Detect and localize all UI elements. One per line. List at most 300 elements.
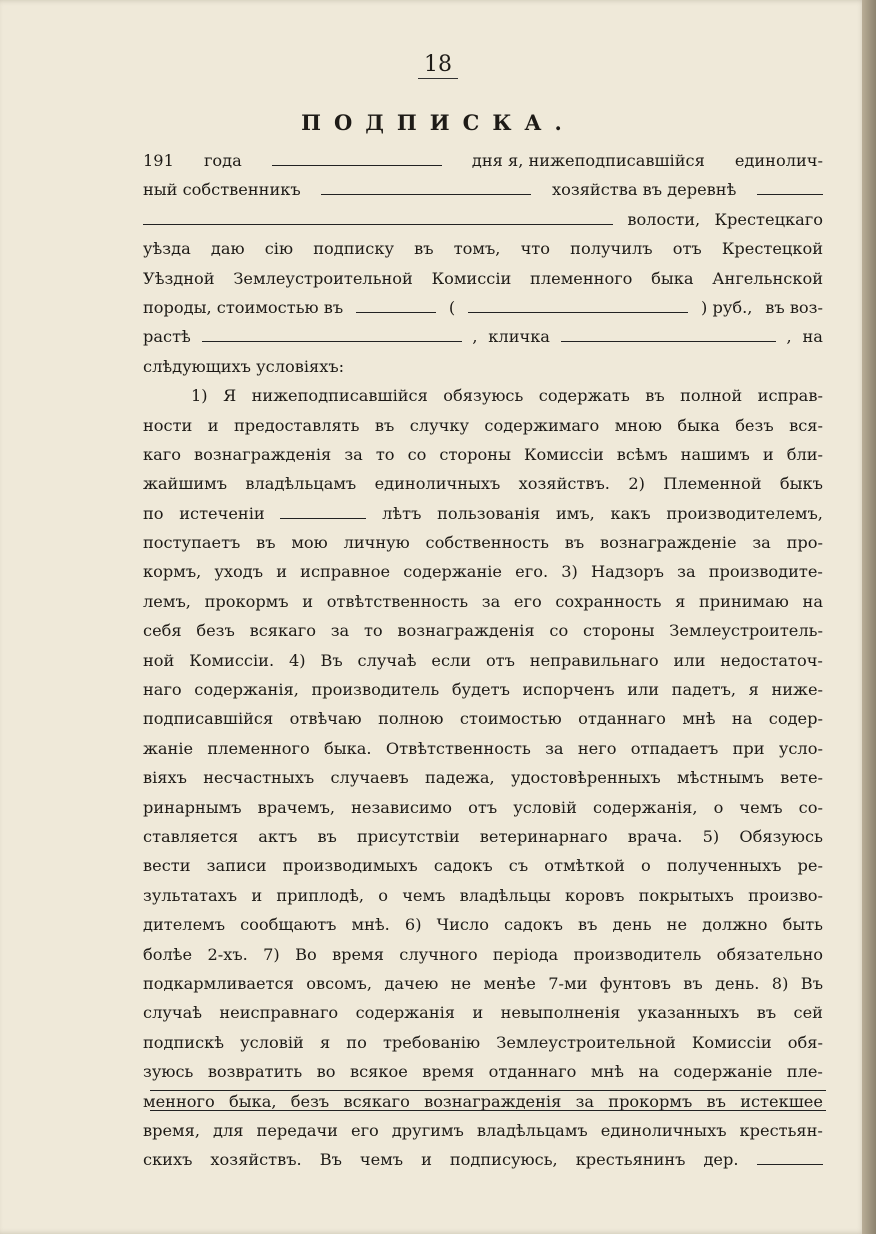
word: производимыхъ xyxy=(282,856,418,876)
word: за xyxy=(545,738,564,758)
word: содержанія xyxy=(355,1003,456,1023)
word: 1) xyxy=(191,386,208,406)
text-line xyxy=(143,616,823,645)
word: Въ xyxy=(319,1150,342,1170)
word: и xyxy=(276,562,288,582)
word: несчастныхъ xyxy=(203,768,315,788)
word: со xyxy=(549,621,569,641)
word: каго xyxy=(143,444,181,464)
word: если xyxy=(431,650,472,670)
word: о xyxy=(641,856,651,876)
form-line-5 xyxy=(143,264,823,293)
word: Число xyxy=(436,915,489,935)
word: быкъ xyxy=(779,474,823,494)
word: день xyxy=(612,915,652,935)
word: производитель xyxy=(311,680,440,700)
text-line xyxy=(143,734,823,763)
word: обязуюсь xyxy=(443,386,524,406)
word: скихъ xyxy=(143,1150,193,1170)
word: и xyxy=(762,444,774,464)
word: независимо xyxy=(351,797,453,817)
word: безъ xyxy=(735,415,774,435)
word: уходъ xyxy=(214,562,264,582)
word: всякое xyxy=(349,1062,408,1082)
word: дачею xyxy=(384,973,439,993)
form-text: породы, стоимостью въ xyxy=(143,297,344,317)
word: владѣльцы xyxy=(459,885,551,905)
word: про- xyxy=(786,533,823,553)
word: ниже- xyxy=(771,680,823,700)
word: Крестецкой xyxy=(721,239,823,259)
word: вознагражденія xyxy=(397,621,535,641)
word: истекшее xyxy=(740,1091,823,1111)
word: жаніе xyxy=(143,738,194,758)
text-line xyxy=(143,440,823,469)
text-line xyxy=(143,910,823,939)
word: производите- xyxy=(708,562,823,582)
word: въ xyxy=(374,415,395,435)
form-text: на xyxy=(802,327,823,347)
word: произво- xyxy=(748,885,823,905)
word: что xyxy=(520,239,551,259)
word: Во xyxy=(295,944,317,964)
word: наго xyxy=(143,680,182,700)
word: падетъ, xyxy=(671,680,737,700)
word: имъ, xyxy=(555,503,595,523)
form-line-7 xyxy=(143,322,823,351)
form-text: волости, xyxy=(627,209,701,229)
form-text: хозяйства въ деревнѣ xyxy=(551,180,737,200)
word: собственность xyxy=(425,533,549,553)
word: будетъ xyxy=(451,680,510,700)
word: Комиссіи xyxy=(691,1032,772,1052)
word: усло- xyxy=(778,738,823,758)
word: за xyxy=(481,591,501,611)
village-signature-blank[interactable] xyxy=(757,1148,823,1165)
signature-line[interactable] xyxy=(150,1110,826,1111)
word: стороны xyxy=(439,444,511,464)
word: записи xyxy=(206,856,267,876)
word: случного xyxy=(399,944,478,964)
word: подписку xyxy=(313,239,395,259)
word: племенного xyxy=(530,268,633,288)
word: отвѣчаю xyxy=(289,709,362,729)
form-text: дня я, нижеподписавшійся xyxy=(471,151,705,170)
word: отмѣткой xyxy=(544,856,625,876)
word: безъ xyxy=(290,1091,330,1111)
word: содержанія, xyxy=(592,797,698,817)
word: не xyxy=(450,973,472,993)
word: безъ xyxy=(196,621,235,641)
word: быть xyxy=(782,915,823,935)
word: Отвѣтственность xyxy=(385,738,531,758)
word: періода xyxy=(492,944,559,964)
word: и xyxy=(302,591,314,611)
text-line xyxy=(143,411,823,440)
word: вся- xyxy=(789,415,823,435)
owner-name-blank[interactable] xyxy=(321,178,531,195)
word: время, xyxy=(143,1120,201,1140)
price-blank[interactable] xyxy=(356,296,436,313)
word: присутствіи xyxy=(357,826,460,846)
word: день. xyxy=(715,973,760,993)
age-blank[interactable] xyxy=(202,325,462,342)
word: со xyxy=(407,444,427,464)
word: садокъ xyxy=(504,915,563,935)
form-line-8 xyxy=(143,352,823,381)
form-text: ) руб., xyxy=(701,297,753,317)
word: коровъ xyxy=(565,885,625,905)
form-text: единолич- xyxy=(734,151,823,170)
date-blank[interactable] xyxy=(272,149,442,166)
word: время xyxy=(332,944,384,964)
word: всякаго xyxy=(249,621,316,641)
word: племенного xyxy=(207,738,310,758)
word: или xyxy=(673,650,706,670)
form-line-4 xyxy=(143,234,823,263)
word: личную xyxy=(343,533,410,553)
word: вете- xyxy=(780,768,823,788)
text-line xyxy=(143,998,823,1027)
word: чемъ xyxy=(739,797,783,817)
word: и xyxy=(207,415,219,435)
text-line xyxy=(143,587,823,616)
word: сохранность xyxy=(555,591,662,611)
word: въ xyxy=(683,973,703,993)
form-text: , xyxy=(786,327,792,347)
word: полною xyxy=(378,709,444,729)
word: фунтовъ xyxy=(599,973,671,993)
form-text: растѣ xyxy=(143,327,191,347)
text-line xyxy=(143,675,823,704)
word: кормъ, xyxy=(143,562,202,582)
word: за xyxy=(575,1091,595,1111)
word: случаѣ xyxy=(357,650,417,670)
word: требованію xyxy=(382,1032,481,1052)
word: мнѣ. xyxy=(351,915,390,935)
form-line-1 xyxy=(143,146,823,175)
text-line xyxy=(143,499,823,528)
word: мнѣ xyxy=(590,1062,625,1082)
word: зультатахъ xyxy=(143,885,238,905)
word: какъ xyxy=(610,503,651,523)
word: за xyxy=(344,444,363,464)
word: зуюсь xyxy=(143,1062,194,1082)
word: вознагражденія xyxy=(424,1091,562,1111)
document-body xyxy=(143,146,823,1175)
word: мою xyxy=(291,533,328,553)
word: Землеустроитель- xyxy=(669,621,823,641)
word: отъ xyxy=(468,797,498,817)
word: принимаю xyxy=(699,591,789,611)
word: въ xyxy=(564,533,585,553)
word: получилъ xyxy=(570,239,653,259)
word: Ангельнской xyxy=(712,268,823,288)
word: другимъ xyxy=(391,1120,464,1140)
word: ринарнымъ xyxy=(143,797,242,817)
word: подписавшійся xyxy=(143,709,274,729)
word: то xyxy=(375,444,395,464)
form-text: , xyxy=(472,327,478,347)
word: дер. xyxy=(703,1150,739,1170)
word: даю xyxy=(210,239,245,259)
word: прокормъ xyxy=(608,1091,693,1111)
bull-name-blank[interactable] xyxy=(561,325,776,342)
text-line xyxy=(143,557,823,586)
word: актъ xyxy=(258,826,298,846)
form-text: кличка xyxy=(488,327,550,347)
word: ставляется xyxy=(143,826,239,846)
word: Я xyxy=(223,386,237,406)
word: чемъ xyxy=(359,1150,404,1170)
text-line xyxy=(143,851,823,880)
word: ре- xyxy=(797,856,823,876)
word: отъ xyxy=(672,239,702,259)
word: съ xyxy=(508,856,529,876)
word: хозяйствъ. xyxy=(518,474,610,494)
word: пользованія xyxy=(437,503,541,523)
word: и xyxy=(472,1003,484,1023)
word: за xyxy=(330,621,350,641)
volost-blank[interactable] xyxy=(143,208,613,225)
text-line xyxy=(143,1028,823,1057)
word: исправное xyxy=(300,562,391,582)
word: его xyxy=(351,1120,379,1140)
word: 8) xyxy=(771,973,789,993)
word: въ xyxy=(706,1091,726,1111)
word: содержаніе xyxy=(673,1062,773,1082)
word: болѣе xyxy=(143,944,193,964)
word: 2-хъ. xyxy=(207,944,248,964)
word: отъ xyxy=(485,650,515,670)
word: со- xyxy=(798,797,823,817)
word: прокормъ xyxy=(204,591,289,611)
text-line xyxy=(143,940,823,969)
word: быка xyxy=(677,415,720,435)
word: случаевъ xyxy=(330,768,409,788)
word: обя- xyxy=(787,1032,823,1052)
word: сію xyxy=(264,239,294,259)
word: испорченъ xyxy=(522,680,615,700)
form-text: ный собственникъ xyxy=(143,180,301,200)
word: то xyxy=(363,621,383,641)
word: него xyxy=(577,738,617,758)
word: обязательно xyxy=(716,944,823,964)
document-title: ПОДПИСКА. xyxy=(301,110,575,135)
word: Въ xyxy=(800,973,823,993)
word: владѣльцамъ xyxy=(245,474,357,494)
word: сей xyxy=(793,1003,823,1023)
word: мѣстнымъ xyxy=(677,768,764,788)
word: недостаточ- xyxy=(720,650,823,670)
word: въ xyxy=(414,239,434,259)
word: въ xyxy=(756,1003,777,1023)
word: 4) xyxy=(288,650,306,670)
word: 5) xyxy=(702,826,720,846)
word: о xyxy=(713,797,724,817)
page-number: 18 xyxy=(0,52,876,79)
signature-line[interactable] xyxy=(150,1090,826,1091)
word: 2) xyxy=(628,474,645,494)
word: неправильнаго xyxy=(529,650,659,670)
word: ной xyxy=(143,650,175,670)
word: менного xyxy=(143,1091,215,1111)
word: отвѣтственность xyxy=(326,591,469,611)
word: полученныхъ xyxy=(666,856,782,876)
word: подкармливается xyxy=(143,973,294,993)
word: условій xyxy=(513,797,577,817)
form-line-3 xyxy=(143,205,823,234)
word: Комиссіи xyxy=(524,444,604,464)
word: врачемъ, xyxy=(257,797,336,817)
word: лемъ, xyxy=(143,591,191,611)
word: всякаго xyxy=(343,1091,410,1111)
word: содержанія, xyxy=(194,680,299,700)
word: въ xyxy=(577,915,598,935)
word: Землеустроительной xyxy=(496,1032,676,1052)
word: падежа, xyxy=(425,768,495,788)
word: и xyxy=(421,1150,432,1170)
word: стороны xyxy=(582,621,655,641)
word: передачи xyxy=(256,1120,338,1140)
word: предоставлять xyxy=(234,415,360,435)
word: Обязуюсь xyxy=(739,826,823,846)
text-line xyxy=(143,381,823,410)
word: производитель xyxy=(573,944,702,964)
word: о xyxy=(378,885,388,905)
word: приплодѣ, xyxy=(276,885,364,905)
word: содер- xyxy=(768,709,823,729)
word: садокъ xyxy=(433,856,493,876)
word: или xyxy=(627,680,660,700)
word: по xyxy=(346,1032,367,1052)
village-blank[interactable] xyxy=(757,178,823,195)
word: дителемъ xyxy=(143,915,226,935)
word: невыполненія xyxy=(500,1003,621,1023)
text-line xyxy=(143,469,823,498)
word: ности xyxy=(143,415,193,435)
word: исправ- xyxy=(757,386,823,406)
word: стоимостью xyxy=(459,709,562,729)
word: отданнаго xyxy=(488,1062,577,1082)
word: быка, xyxy=(228,1091,277,1111)
word: я xyxy=(748,680,759,700)
form-text: въ воз- xyxy=(765,297,823,317)
text-line xyxy=(143,763,823,792)
word: на xyxy=(638,1062,659,1082)
word: содержимаго xyxy=(484,415,600,435)
word: возвратить xyxy=(207,1062,303,1082)
word: подписуюсь, xyxy=(449,1150,558,1170)
form-text: ( xyxy=(448,297,456,317)
word: крестьян- xyxy=(739,1120,823,1140)
word: въ xyxy=(317,826,337,846)
word: удостовѣренныхъ xyxy=(511,768,661,788)
price-words-blank[interactable] xyxy=(468,296,688,313)
word: содержать xyxy=(538,386,630,406)
word: на xyxy=(802,591,823,611)
word: менѣе xyxy=(483,973,536,993)
word: мною xyxy=(614,415,662,435)
year-prefix: 191 xyxy=(143,151,174,170)
text-line xyxy=(143,1116,823,1145)
text-line xyxy=(143,646,823,675)
word: 6) xyxy=(404,915,422,935)
years-blank[interactable] xyxy=(280,502,366,519)
word: не xyxy=(666,915,688,935)
word: Уѣздной xyxy=(143,268,215,288)
form-line-6 xyxy=(143,293,823,322)
word: чемъ xyxy=(402,885,446,905)
word: хозяйствъ. xyxy=(210,1150,302,1170)
word: я xyxy=(675,591,686,611)
word: его. xyxy=(515,562,549,582)
word: быка xyxy=(651,268,694,288)
word: за xyxy=(752,533,771,553)
word: бли- xyxy=(786,444,823,464)
word: быка. xyxy=(324,738,372,758)
word: указанныхъ xyxy=(637,1003,740,1023)
word: отданнаго xyxy=(578,709,666,729)
form-text: слѣдующихъ условіяхъ: xyxy=(143,356,345,376)
word: мнѣ xyxy=(682,709,716,729)
word: нашимъ xyxy=(680,444,750,464)
word: Въ xyxy=(320,650,343,670)
word: вознагражденіе xyxy=(599,533,737,553)
word: подпискѣ xyxy=(143,1032,225,1052)
text-line xyxy=(143,822,823,851)
word: поступаетъ xyxy=(143,533,241,553)
word: его xyxy=(513,591,542,611)
text-line xyxy=(143,881,823,910)
word: для xyxy=(213,1120,244,1140)
word: единоличныхъ xyxy=(374,474,501,494)
word: владѣльцамъ xyxy=(476,1120,588,1140)
word: въ xyxy=(256,533,276,553)
word: сообщаютъ xyxy=(240,915,337,935)
word: себя xyxy=(143,621,182,641)
word: и xyxy=(251,885,263,905)
word: я xyxy=(319,1032,331,1052)
text-line xyxy=(143,969,823,998)
word: при xyxy=(732,738,765,758)
word: на xyxy=(731,709,753,729)
year-label: года xyxy=(203,151,242,170)
word: жайшимъ xyxy=(143,474,228,494)
conditions-text xyxy=(143,381,823,1145)
word: случку xyxy=(409,415,469,435)
word: крестьянинъ xyxy=(575,1150,686,1170)
word: врача. xyxy=(627,826,683,846)
text-line xyxy=(143,704,823,733)
word: по xyxy=(143,503,164,523)
word: полной xyxy=(680,386,743,406)
page-edge xyxy=(862,0,876,1234)
word: Племенной xyxy=(663,474,762,494)
word: Комиссіи. xyxy=(189,650,275,670)
word: единоличныхъ xyxy=(600,1120,727,1140)
word: время xyxy=(422,1062,475,1082)
word: за xyxy=(677,562,696,582)
text-line xyxy=(143,793,823,822)
word: должно xyxy=(702,915,768,935)
word: 3) xyxy=(561,562,578,582)
form-text: Крестецкаго xyxy=(714,209,823,229)
word: во xyxy=(316,1062,336,1082)
word: овсомъ, xyxy=(306,973,372,993)
word: Землеустроительной xyxy=(233,268,413,288)
word: Комиссіи xyxy=(431,268,512,288)
